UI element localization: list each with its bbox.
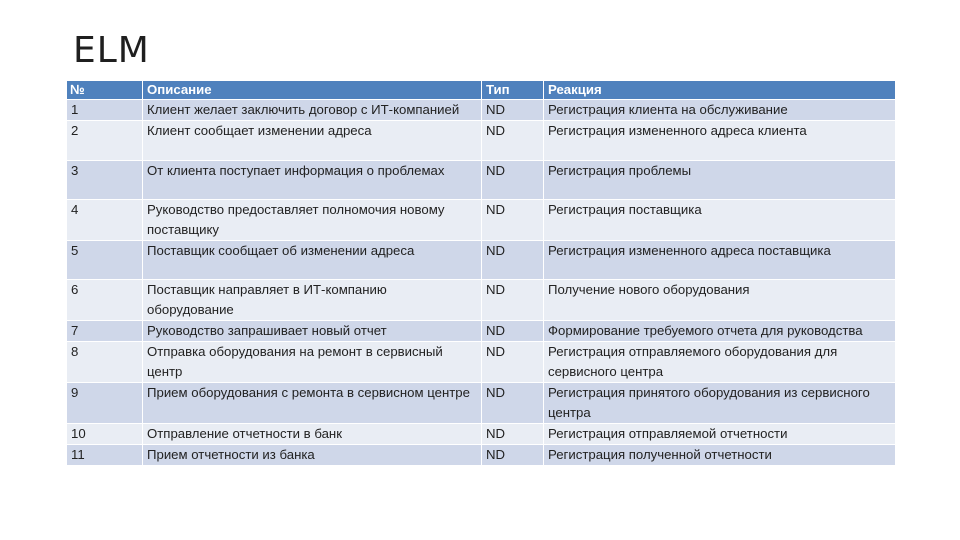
row-number: 3 — [67, 161, 143, 200]
row-reaction: Регистрация измененного адреса поставщика — [544, 241, 896, 280]
table-row — [67, 424, 896, 445]
row-type: ND — [482, 241, 544, 280]
table-row — [67, 200, 896, 241]
table-row — [67, 383, 896, 424]
row-reaction: Регистрация отправляемой отчетности — [544, 424, 896, 445]
row-number: 5 — [67, 241, 143, 280]
row-number: 7 — [67, 321, 143, 342]
table-row — [67, 100, 896, 121]
table-row — [67, 321, 896, 342]
table-header-row — [67, 81, 896, 100]
row-type: ND — [482, 200, 544, 241]
header-description: Описание — [143, 81, 482, 100]
row-type: ND — [482, 342, 544, 383]
row-reaction: Регистрация проблемы — [544, 161, 896, 200]
header-type: Тип — [482, 81, 544, 100]
row-description: Поставщик направляет в ИТ-компанию оборудование — [143, 280, 482, 321]
row-number: 1 — [67, 100, 143, 121]
row-type: ND — [482, 161, 544, 200]
row-reaction: Регистрация принятого оборудования из сервисного центра — [544, 383, 896, 424]
table-row — [67, 241, 896, 280]
row-number: 4 — [67, 200, 143, 241]
row-description: Клиент желает заключить договор с ИТ-компанией — [143, 100, 482, 121]
row-reaction: Регистрация клиента на обслуживание — [544, 100, 896, 121]
row-number: 10 — [67, 424, 143, 445]
row-description: Руководство запрашивает новый отчет — [143, 321, 482, 342]
table-row — [67, 161, 896, 200]
table-row — [67, 280, 896, 321]
row-type: ND — [482, 383, 544, 424]
row-description: Руководство предоставляет полномочия новому поставщику — [143, 200, 482, 241]
row-reaction: Регистрация полученной отчетности — [544, 445, 896, 466]
row-number: 9 — [67, 383, 143, 424]
header-number: № — [67, 81, 143, 100]
row-reaction: Регистрация отправляемого оборудования для сервисного центра — [544, 342, 896, 383]
row-number: 2 — [67, 121, 143, 161]
row-description: От клиента поступает информация о проблемах — [143, 161, 482, 200]
header-reaction: Реакция — [544, 81, 896, 100]
row-number: 6 — [67, 280, 143, 321]
row-reaction: Формирование требуемого отчета для руководства — [544, 321, 896, 342]
row-description: Клиент сообщает изменении адреса — [143, 121, 482, 161]
row-reaction: Регистрация измененного адреса клиента — [544, 121, 896, 161]
slide-title: ELM — [73, 30, 150, 71]
row-description: Прием оборудования с ремонта в сервисном центре — [143, 383, 482, 424]
events-table — [66, 80, 896, 466]
row-number: 8 — [67, 342, 143, 383]
row-type: ND — [482, 445, 544, 466]
row-reaction: Получение нового оборудования — [544, 280, 896, 321]
row-reaction: Регистрация поставщика — [544, 200, 896, 241]
row-type: ND — [482, 321, 544, 342]
row-type: ND — [482, 121, 544, 161]
row-number: 11 — [67, 445, 143, 466]
row-description: Поставщик сообщает об изменении адреса — [143, 241, 482, 280]
row-description: Прием отчетности из банка — [143, 445, 482, 466]
row-description: Отправка оборудования на ремонт в сервисный центр — [143, 342, 482, 383]
row-description: Отправление отчетности в банк — [143, 424, 482, 445]
row-type: ND — [482, 100, 544, 121]
table-row — [67, 121, 896, 161]
row-type: ND — [482, 280, 544, 321]
table-row — [67, 445, 896, 466]
row-type: ND — [482, 424, 544, 445]
table-row — [67, 342, 896, 383]
